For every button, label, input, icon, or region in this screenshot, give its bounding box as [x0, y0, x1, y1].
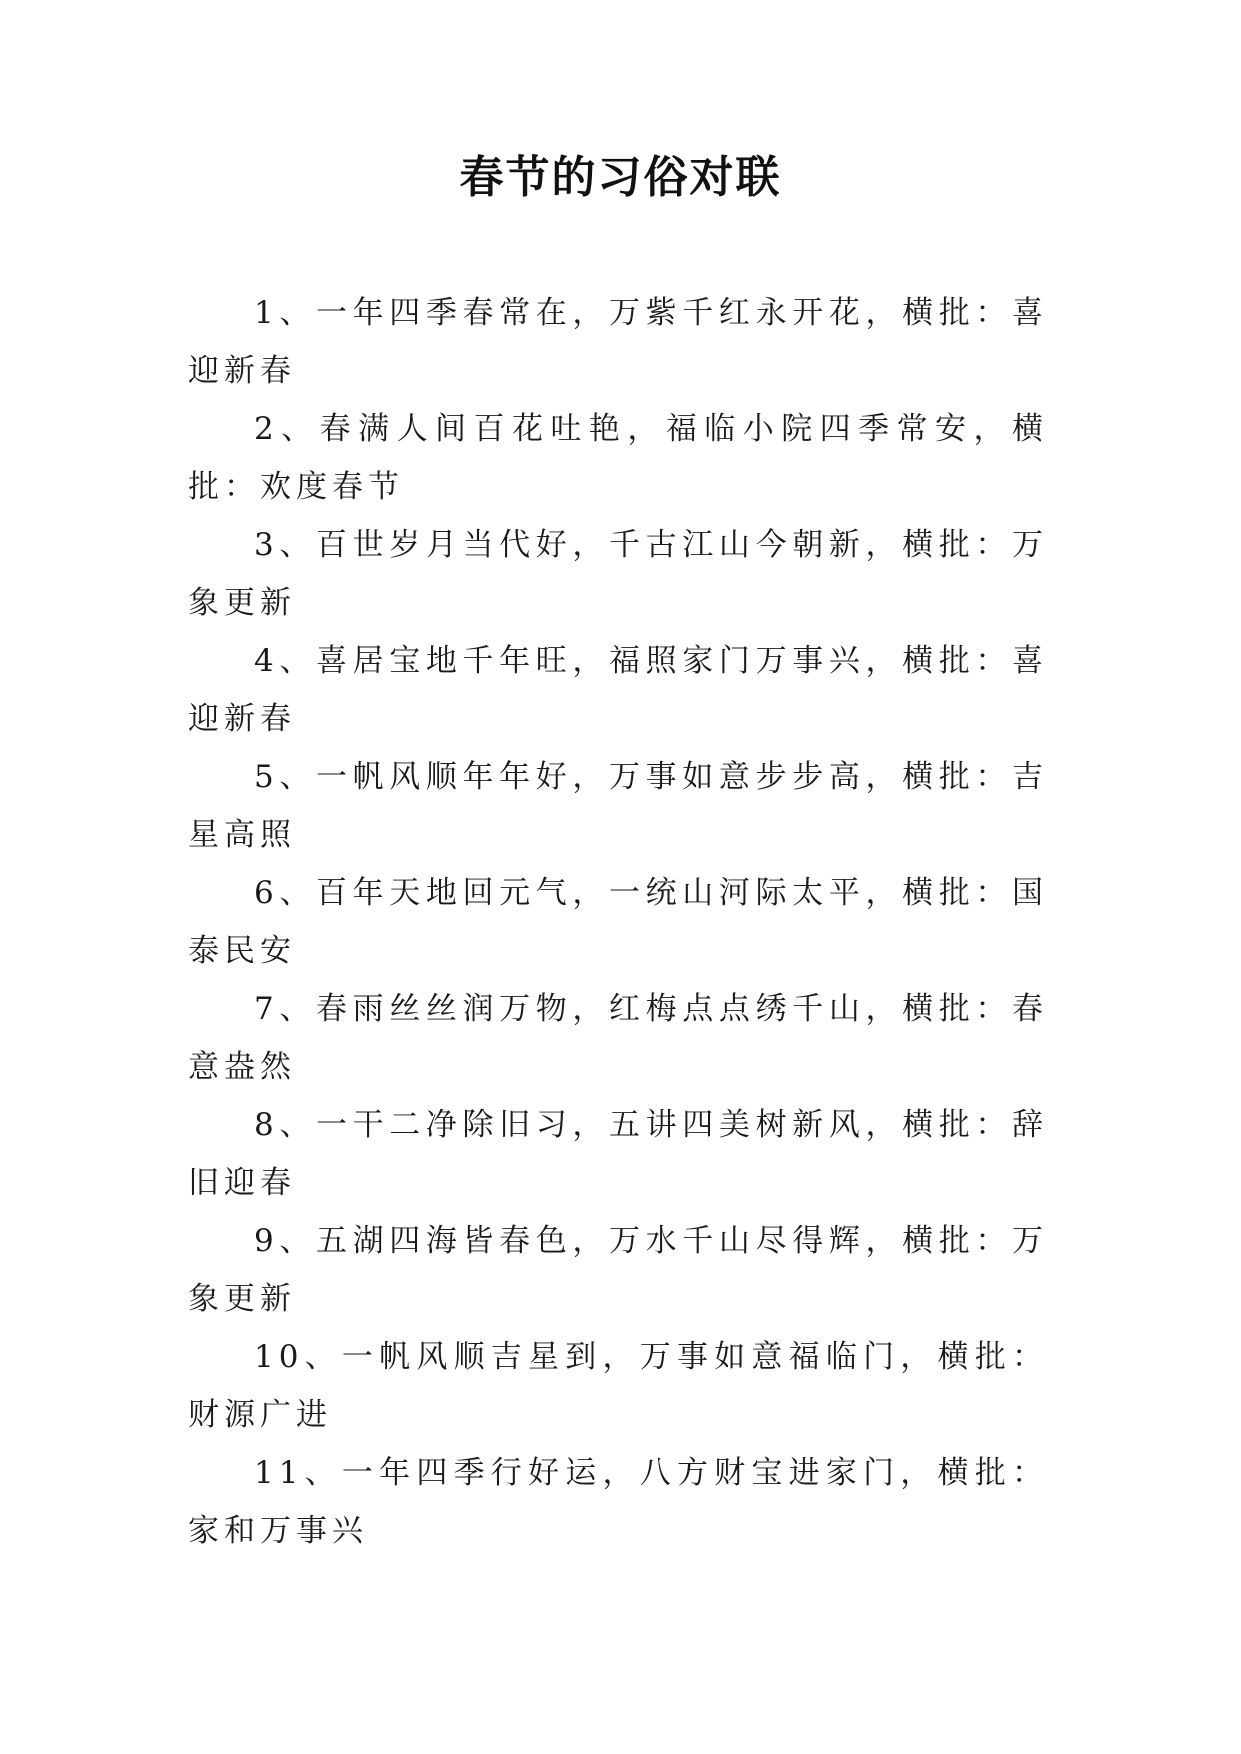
couplet-entry-7: 7、春雨丝丝润万物，红梅点点绣千山，横批：春意盎然	[188, 991, 1048, 1085]
couplet-entry-6: 6、百年天地回元气，一统山河际太平，横批：国泰民安	[188, 875, 1048, 969]
couplet-entry-5: 5、一帆风顺年年好，万事如意步步高，横批：吉星高照	[188, 759, 1048, 853]
couplet-entry-10: 10、一帆风顺吉星到，万事如意福临门，横批：财源广进	[188, 1339, 1048, 1433]
couplet-entry-4: 4、喜居宝地千年旺，福照家门万事兴，横批：喜迎新春	[188, 643, 1048, 737]
document-title: 春节的习俗对联	[459, 152, 782, 203]
couplet-entry-11: 11、一年四季行好运，八方财宝进家门，横批：家和万事兴	[188, 1455, 1048, 1549]
couplet-entry-1: 1、一年四季春常在，万紫千红永开花，横批：喜迎新春	[188, 295, 1048, 389]
couplet-entry-3: 3、百世岁月当代好，千古江山今朝新，横批：万象更新	[188, 527, 1048, 621]
couplet-entry-9: 9、五湖四海皆春色，万水千山尽得辉，横批：万象更新	[188, 1223, 1048, 1317]
couplet-list	[188, 284, 1048, 1560]
couplet-entry-8: 8、一干二净除旧习，五讲四美树新风，横批：辞旧迎春	[188, 1107, 1048, 1201]
couplet-entry-2: 2、春满人间百花吐艳，福临小院四季常安，横批：欢度春节	[188, 411, 1048, 505]
